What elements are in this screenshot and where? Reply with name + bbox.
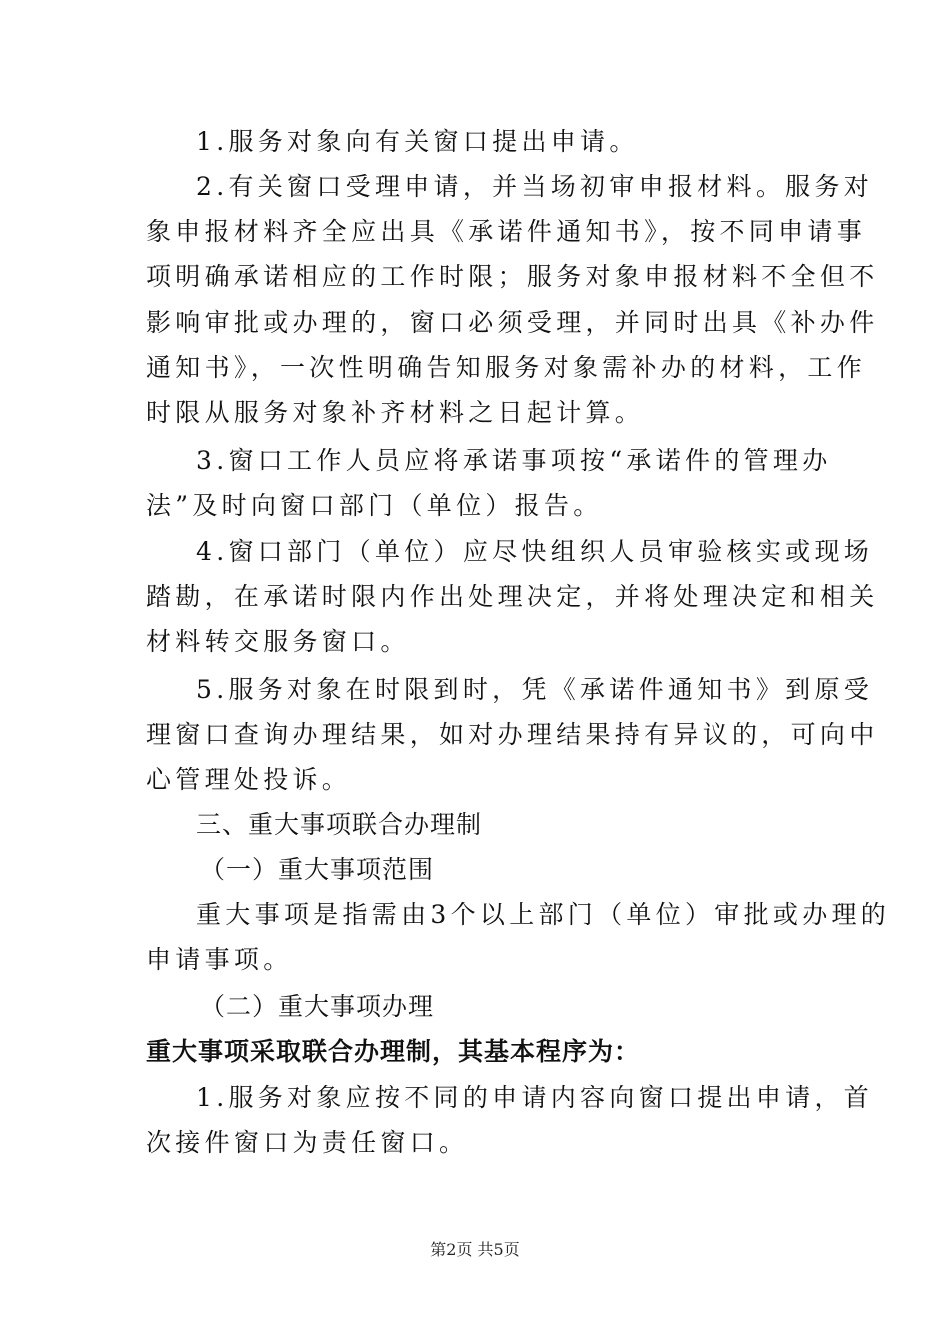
paragraph-line: 项明确承诺相应的工作时限；服务对象申报材料不全但不 xyxy=(146,262,879,291)
paragraph-line: 材料转交服务窗口。 xyxy=(146,627,410,656)
paragraph-line: 心管理处投诉。 xyxy=(146,765,352,794)
paragraph-line: 2.有关窗口受理申请，并当场初审申报材料。服务对 xyxy=(196,172,874,201)
paragraph-line: 申请事项。 xyxy=(146,945,293,974)
paragraph-line: 理窗口查询办理结果，如对办理结果持有异议的，可向中 xyxy=(146,720,879,749)
paragraph-line: 4.窗口部门（单位）应尽快组织人员审验核实或现场 xyxy=(196,537,874,566)
section-heading: 三、重大事项联合办理制 xyxy=(196,810,483,839)
paragraph-line: 时限从服务对象补齐材料之日起计算。 xyxy=(146,398,645,427)
bold-paragraph-line: 重大事项采取联合办理制，其基本程序为： xyxy=(146,1037,641,1066)
paragraph-line: 次接件窗口为责任窗口。 xyxy=(146,1128,469,1157)
paragraph-line: 踏勘，在承诺时限内作出处理决定，并将处理决定和相关 xyxy=(146,582,879,611)
paragraph-line: 重大事项是指需由3个以上部门（单位）审批或办理的 xyxy=(196,900,891,929)
subsection-heading: （二）重大事项办理 xyxy=(200,992,435,1021)
paragraph-line: 法”及时向窗口部门（单位）报告。 xyxy=(146,491,603,520)
page-footer: 第2页 共5页 xyxy=(430,1240,520,1259)
paragraph-line: 1.服务对象应按不同的申请内容向窗口提出申请，首 xyxy=(196,1083,874,1112)
subsection-heading: （一）重大事项范围 xyxy=(200,855,435,884)
paragraph-line: 1.服务对象向有关窗口提出申请。 xyxy=(196,127,639,156)
paragraph-line: 通知书》，一次性明确告知服务对象需补办的材料，工作 xyxy=(146,353,867,382)
paragraph-line: 3.窗口工作人员应将承诺事项按“承诺件的管理办 xyxy=(196,446,832,475)
paragraph-line: 象申报材料齐全应出具《承诺件通知书》，按不同申请事 xyxy=(146,217,867,246)
paragraph-line: 5.服务对象在时限到时，凭《承诺件通知书》到原受 xyxy=(196,675,874,704)
paragraph-line: 影响审批或办理的，窗口必须受理，并同时出具《补办件 xyxy=(146,308,879,337)
